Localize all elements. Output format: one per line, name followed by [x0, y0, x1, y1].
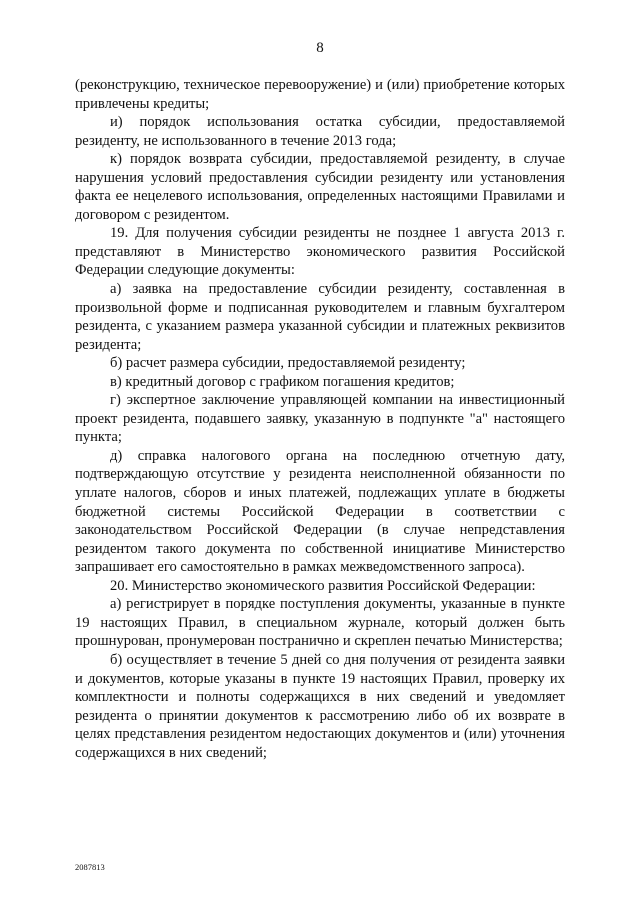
paragraph-clause-19: 19. Для получения субсидии резиденты не позднее 1 августа 2013 г. представляют в Министерство экономического развития Российской Федерации следующие документы:: [75, 225, 565, 279]
document-body: [75, 76, 565, 762]
paragraph-item-i: и) порядок использования остатка субсидии, предоставляемой резиденту, не использованного в течение 2013 года;: [75, 114, 565, 149]
paragraph-continuation: (реконструкцию, техническое перевооружение) и (или) приобретение которых привлечены кредиты;: [75, 77, 565, 112]
paragraph-item-k: к) порядок возврата субсидии, предоставляемой резиденту, в случае нарушения условий предоставления субсидии резиденту или установления факта ее нецелевого использования, определенных настоящими Правилами и договором с резидентом.: [75, 151, 565, 223]
paragraph-item-19d: д) справка налогового органа на последнюю отчетную дату, подтверждающую отсутствие у резидента неисполненной обязанности по уплате налогов, сборов и иных платежей, подлежащих уплате в бюджеты бюджетной системы Российской Федерации в соответствии с законодательством Российской Федерации (в случае непредставления резидентом такого документа по собственной инициативе Министерство запрашивает его самостоятельно в рамках межведомственного запроса).: [75, 447, 565, 576]
document-code: 2087813: [75, 862, 105, 872]
paragraph-item-19b: б) расчет размера субсидии, предоставляемой резиденту;: [110, 355, 466, 372]
paragraph-item-20b: б) осуществляет в течение 5 дней со дня получения от резидента заявки и документов, которые указаны в пункте 19 настоящих Правил, проверку их комплектности и полноты содержащихся в них сведений и уведомляет резидента о принятии документов к рассмотрению либо об их возврате в целях представления резидентом недостающих документов и (или) уточнения содержащихся в них сведений;: [75, 651, 565, 761]
page-number: 8: [316, 40, 324, 56]
paragraph-item-20a: а) регистрирует в порядке поступления документы, указанные в пункте 19 настоящих Правил, в специальном журнале, который должен быть прошнурован, пронумерован постранично и скреплен печатью Министерства;: [75, 596, 565, 650]
paragraph-item-19v: в) кредитный договор с графиком погашения кредитов;: [110, 373, 455, 390]
paragraph-clause-20: 20. Министерство экономического развития Российской Федерации:: [110, 577, 536, 594]
paragraph-item-19g: г) экспертное заключение управляющей компании на инвестиционный проект резидента, подавшего заявку, указанную в подпункте "а" настоящего пункта;: [75, 392, 565, 446]
paragraph-item-19a: а) заявка на предоставление субсидии резиденту, составленная в произвольной форме и подписанная руководителем и главным бухгалтером резидента, с указанием размера указанной субсидии и платежных реквизитов резидента;: [75, 281, 565, 353]
